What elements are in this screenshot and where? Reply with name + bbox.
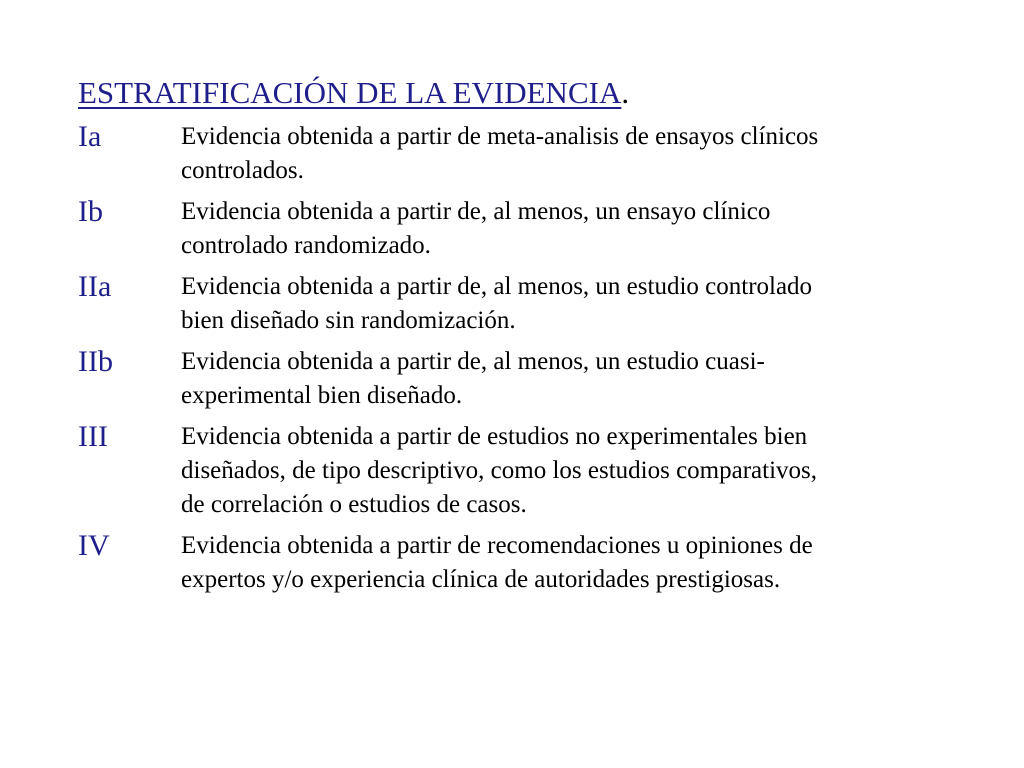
evidence-level-iii xyxy=(78,419,958,522)
description-line: controlados. xyxy=(181,157,304,184)
description-line: expertos y/o experiencia clínica de autoridades prestigiosas. xyxy=(181,566,781,593)
evidence-level-label: IIb xyxy=(78,345,113,378)
evidence-level-label: Ia xyxy=(78,120,102,153)
description-line: experimental bien diseñado. xyxy=(181,382,463,409)
evidence-level-description xyxy=(181,269,921,338)
description-line: controlado randomizado. xyxy=(181,232,431,259)
evidence-level-iia xyxy=(78,269,958,338)
description-line: diseñados, de tipo descriptivo, como los estudios comparativos, xyxy=(181,457,818,484)
evidence-level-iib xyxy=(78,344,958,413)
evidence-level-description xyxy=(181,344,921,413)
evidence-level-iv xyxy=(78,528,958,597)
description-line: Evidencia obtenida a partir de estudios no experimentales bien xyxy=(181,423,808,450)
description-line: bien diseñado sin randomización. xyxy=(181,307,516,334)
description-line: Evidencia obtenida a partir de, al menos, un ensayo clínico xyxy=(181,198,771,225)
description-line: Evidencia obtenida a partir de recomendaciones u opiniones de xyxy=(181,532,813,559)
evidence-level-label: Ib xyxy=(78,195,103,228)
evidence-level-label: IIa xyxy=(78,270,112,303)
evidence-level-description xyxy=(181,119,921,188)
evidence-level-label: IV xyxy=(78,529,110,562)
slide-title-text: ESTRATIFICACIÓN DE LA EVIDENCIA xyxy=(78,75,622,110)
slide-title-period: . xyxy=(621,75,630,110)
slide-title xyxy=(78,74,629,112)
description-line: Evidencia obtenida a partir de, al menos, un estudio cuasi- xyxy=(181,348,765,375)
evidence-level-ib xyxy=(78,194,958,263)
evidence-level-description xyxy=(181,419,921,522)
description-line: Evidencia obtenida a partir de, al menos, un estudio controlado xyxy=(181,273,813,300)
evidence-level-description xyxy=(181,194,921,263)
description-line: de correlación o estudios de casos. xyxy=(181,491,527,518)
evidence-level-label: III xyxy=(78,420,108,453)
evidence-level-ia xyxy=(78,119,958,188)
evidence-level-description xyxy=(181,528,921,597)
evidence-level-list xyxy=(78,119,958,603)
description-line: Evidencia obtenida a partir de meta-analisis de ensayos clínicos xyxy=(181,123,819,150)
